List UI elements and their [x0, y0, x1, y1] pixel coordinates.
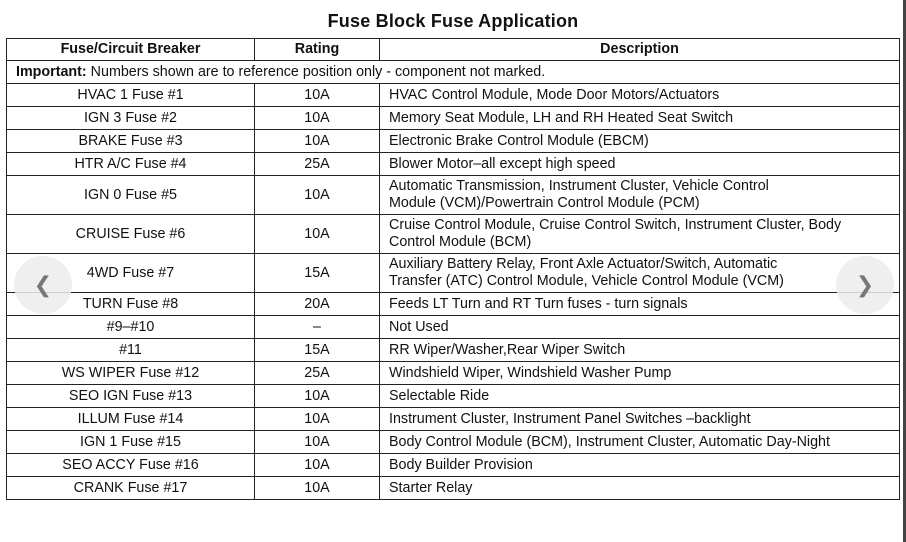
description-cell [380, 316, 900, 339]
description-cell [380, 153, 900, 176]
description-line: Feeds LT Turn and RT Turn fuses - turn signals [389, 295, 688, 312]
rating-cell: 10A [255, 176, 380, 215]
description-cell [380, 431, 900, 454]
rating-cell: 10A [255, 130, 380, 153]
rating-cell: 10A [255, 84, 380, 107]
rating-cell: 15A [255, 254, 380, 293]
header-description: Description [380, 39, 900, 61]
table-row [7, 316, 900, 339]
fuse-cell: ILLUM Fuse #14 [7, 408, 255, 431]
chevron-left-icon: ❮ [33, 272, 53, 298]
description-line: Cruise Control Module, Cruise Control Switch, Instrument Cluster, Body [389, 217, 842, 233]
rating-cell: – [255, 316, 380, 339]
description-line: Electronic Brake Control Module (EBCM) [389, 132, 649, 149]
fuse-cell: IGN 0 Fuse #5 [7, 176, 255, 215]
fuse-cell: HVAC 1 Fuse #1 [7, 84, 255, 107]
table-row [7, 339, 900, 362]
table-row [7, 431, 900, 454]
fuse-cell: IGN 1 Fuse #15 [7, 431, 255, 454]
important-note [7, 61, 900, 84]
description-cell [380, 176, 900, 215]
rating-cell: 10A [255, 408, 380, 431]
fuse-cell: #9–#10 [7, 316, 255, 339]
fuse-cell: CRUISE Fuse #6 [7, 215, 255, 254]
table-row [7, 215, 900, 254]
rating-cell: 10A [255, 385, 380, 408]
description-line: Control Module (BCM) [389, 234, 532, 250]
fuse-cell: TURN Fuse #8 [7, 293, 255, 316]
table-row [7, 254, 900, 293]
next-slide-button[interactable] [836, 256, 894, 314]
prev-slide-button[interactable] [14, 256, 72, 314]
description-line: Selectable Ride [389, 387, 490, 404]
description-cell [380, 107, 900, 130]
fuse-cell: HTR A/C Fuse #4 [7, 153, 255, 176]
rating-cell: 10A [255, 107, 380, 130]
description-cell [380, 293, 900, 316]
table-row [7, 130, 900, 153]
description-cell [380, 339, 900, 362]
description-line: Instrument Cluster, Instrument Panel Switches –backlight [389, 410, 751, 427]
description-cell [380, 362, 900, 385]
important-text: Numbers shown are to reference position only - component not marked. [90, 63, 546, 80]
description-cell [380, 454, 900, 477]
table-row [7, 153, 900, 176]
description-cell [380, 130, 900, 153]
description-line: Module (VCM)/Powertrain Control Module (PCM) [389, 195, 700, 211]
table-row [7, 477, 900, 500]
table-row [7, 385, 900, 408]
description-line: Memory Seat Module, LH and RH Heated Seat Switch [389, 109, 734, 126]
description-line: Windshield Wiper, Windshield Washer Pump [389, 364, 672, 381]
fuse-cell: SEO IGN Fuse #13 [7, 385, 255, 408]
page-title: Fuse Block Fuse Application [327, 11, 579, 31]
table-row [7, 176, 900, 215]
rating-cell: 10A [255, 454, 380, 477]
description-cell [380, 477, 900, 500]
fuse-cell: BRAKE Fuse #3 [7, 130, 255, 153]
fuse-cell: 4WD Fuse #7 [7, 254, 255, 293]
description-line: Not Used [389, 318, 449, 335]
important-label: Important: [16, 63, 87, 80]
description-cell [380, 254, 900, 293]
rating-cell: 20A [255, 293, 380, 316]
important-note-row [7, 61, 900, 84]
description-line: Blower Motor–all except high speed [389, 155, 616, 172]
fuse-cell: IGN 3 Fuse #2 [7, 107, 255, 130]
description-line: Auxiliary Battery Relay, Front Axle Actuator/Switch, Automatic [389, 256, 778, 272]
description-cell [380, 215, 900, 254]
description-line: Starter Relay [389, 479, 473, 496]
table-row [7, 107, 900, 130]
chevron-right-icon: ❯ [855, 272, 875, 298]
table-row [7, 84, 900, 107]
description-line: Automatic Transmission, Instrument Cluster, Vehicle Control [389, 178, 769, 194]
description-line: RR Wiper/Washer,Rear Wiper Switch [389, 341, 626, 358]
description-cell [380, 84, 900, 107]
rating-cell: 10A [255, 477, 380, 500]
fuse-cell: WS WIPER Fuse #12 [7, 362, 255, 385]
rating-cell: 10A [255, 215, 380, 254]
fuse-cell: CRANK Fuse #17 [7, 477, 255, 500]
table-row [7, 293, 900, 316]
table-row [7, 362, 900, 385]
description-line: HVAC Control Module, Mode Door Motors/Actuators [389, 86, 720, 103]
fuse-cell: SEO ACCY Fuse #16 [7, 454, 255, 477]
fuse-cell: #11 [7, 339, 255, 362]
header-rating: Rating [255, 39, 380, 61]
description-line: Body Control Module (BCM), Instrument Cluster, Automatic Day-Night [389, 433, 830, 450]
rating-cell: 15A [255, 339, 380, 362]
description-cell [380, 408, 900, 431]
description-cell [380, 385, 900, 408]
description-line: Transfer (ATC) Control Module, Vehicle Control Module (VCM) [389, 273, 784, 289]
rating-cell: 25A [255, 362, 380, 385]
description-line: Body Builder Provision [389, 456, 533, 473]
fuse-table [6, 38, 900, 500]
table-row [7, 408, 900, 431]
header-fuse: Fuse/Circuit Breaker [7, 39, 255, 61]
rating-cell: 25A [255, 153, 380, 176]
table-header-row [7, 39, 900, 61]
table-row [7, 454, 900, 477]
rating-cell: 10A [255, 431, 380, 454]
